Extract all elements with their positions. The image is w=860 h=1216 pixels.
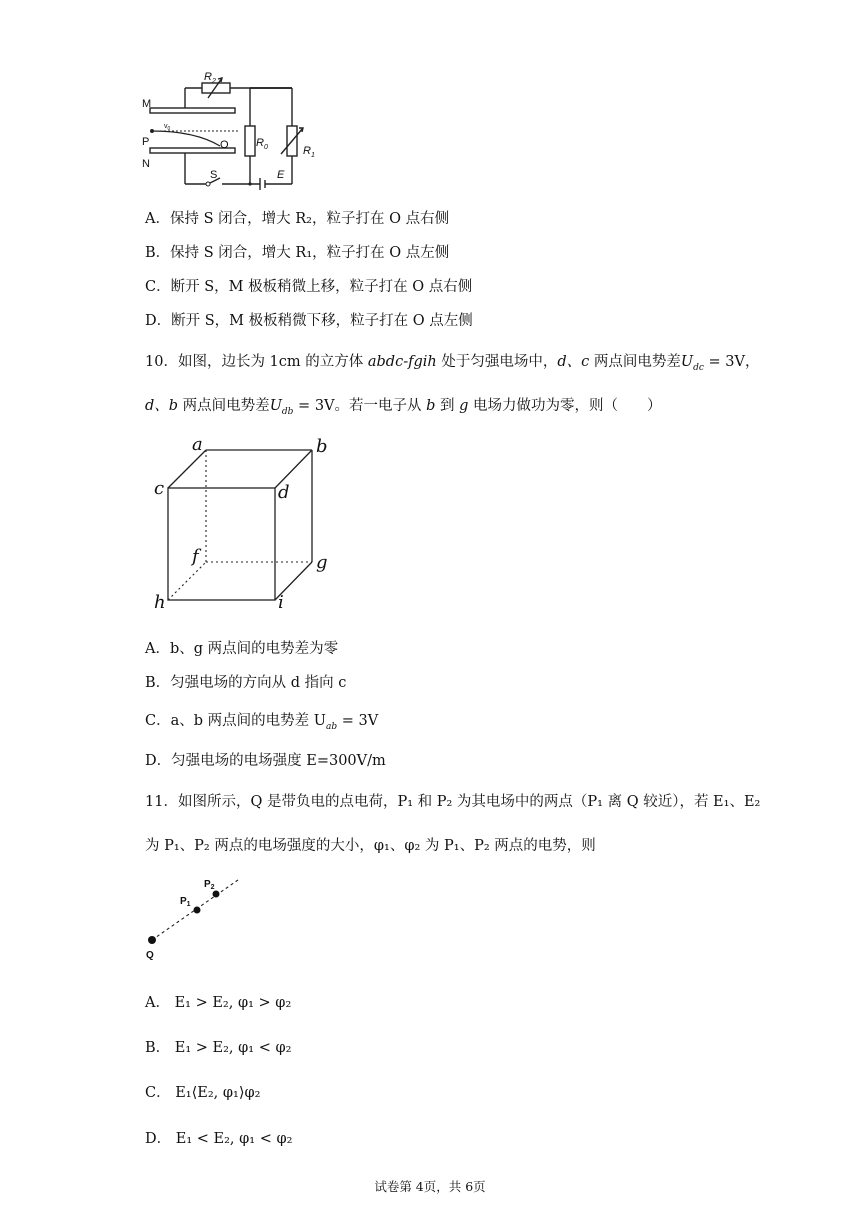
plate-n-label: N [142,158,150,170]
q9-option-d: D．断开 S，M 极板稍微下移，粒子打在 O 点左侧 [145,313,473,329]
q10-stem-line2: d、b 两点间电势差$U_{db} = 3V$。若一电子从 b 到 g 电场力做功为零，则（ ） [145,398,662,417]
r2-label: $R_2$ [204,71,216,85]
q11-option-b: B． E₁ > E₂, φ₁ < φ₂ [145,1040,292,1056]
battery-e-label: E [277,169,285,181]
q9-option-c: C．断开 S，M 极板稍微上移，粒子打在 O 点右侧 [145,279,473,295]
point-p2-label: $P_2$ [204,879,215,891]
q11-option-c: C． E₁⟨E₂, φ₁⟩φ₂ [145,1085,261,1101]
point-o-label: O [220,139,229,151]
charge-diagram [140,870,250,962]
q10-option-d: D．匀强电场的电场强度 E=300V/m [145,753,386,769]
q10-option-b: B．匀强电场的方向从 d 指向 c [145,675,347,691]
switch-s-label: S [210,169,218,181]
cube-vertex-d: d [278,482,290,503]
cube-vertex-h: h [154,592,166,613]
q10-option-c: C．a、b 两点间的电势差 $U_{ab} = 3V$ [145,713,379,732]
plate-m-label: M [142,98,152,110]
circuit-diagram [140,68,340,194]
cube-vertex-i: i [278,592,284,613]
point-p1-label: $P_1$ [180,896,191,908]
cube-vertex-g: g [316,552,328,573]
point-p2-dot [213,891,220,898]
cube-diagram [148,432,338,614]
q10-option-a: A．b、g 两点间的电势差为零 [145,641,339,657]
cube-vertex-a: a [192,434,203,455]
q11-option-d: D． E₁ < E₂, φ₁ < φ₂ [145,1131,293,1147]
page-footer: 试卷第 4页，共 6页 [374,1179,486,1194]
q9-option-a: A．保持 S 闭合，增大 R₂，粒子打在 O 点右侧 [145,211,450,227]
charge-q-label: Q [146,950,154,961]
q11-stem-line1: 11．如图所示，Q 是带负电的点电荷，P₁ 和 P₂ 为其电场中的两点（P₁ 离 Q 较近），若 E₁、E₂ [145,794,761,810]
q11-stem-line2: 为 P₁、P₂ 两点的电场强度的大小，φ₁、φ₂ 为 P₁、P₂ 两点的电势，则 [145,838,596,854]
cube-vertex-c: c [154,478,165,499]
charge-q-dot [148,936,156,944]
v0-label: $v_0$ [164,123,171,132]
cube-vertex-f: f [192,546,199,567]
point-p-label: P [142,136,150,148]
r1-label: $R_1$ [303,145,315,159]
cube-vertex-b: b [316,436,328,457]
q10-stem-line1: 10．如图，边长为 1cm 的立方体 abdc-fgih 处于匀强电场中，d、c 两点间电势差$U_{dc} = 3V$， [145,354,760,373]
r0-label: $R_0$ [256,137,268,151]
point-p1-dot [194,907,201,914]
q9-option-b: B．保持 S 闭合，增大 R₁，粒子打在 O 点左侧 [145,245,450,261]
q11-option-a: A． E₁ > E₂, φ₁ > φ₂ [145,995,292,1011]
